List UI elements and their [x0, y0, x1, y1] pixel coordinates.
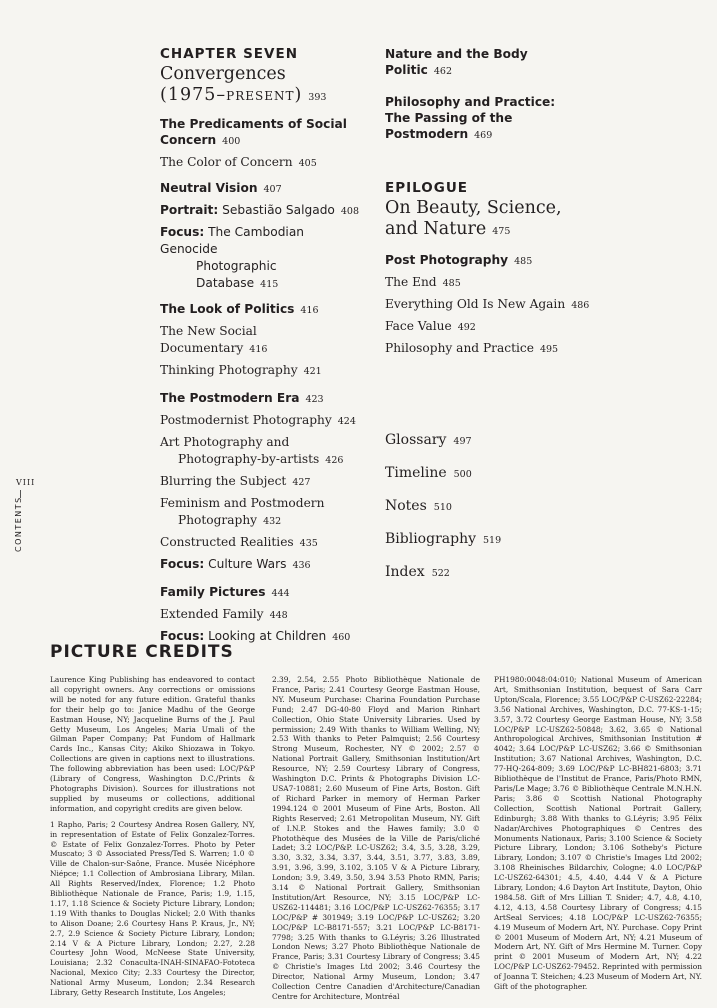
entry-page: 460 — [332, 632, 351, 643]
entry-title: Face Value — [385, 319, 452, 333]
entry-title: Sebastião Salgado — [222, 203, 335, 217]
chapter-page: 393 — [308, 92, 327, 103]
entry-title: Constructed Realities — [160, 535, 294, 549]
entry-title: Feminism and Postmodern — [160, 496, 325, 510]
credits-column-3 — [494, 675, 702, 998]
entry-title-cont: Photography — [178, 513, 258, 527]
toc-entry-blurring-subject[interactable] — [160, 473, 360, 491]
toc-section-family-pictures[interactable] — [160, 584, 360, 602]
toc-back-bibliography[interactable] — [385, 531, 595, 549]
section-title: Nature and the Body Politic — [385, 47, 528, 77]
running-section-label: CONTENTS — [14, 496, 23, 552]
section-page: 444 — [271, 588, 290, 599]
entry-title: Thinking Photography — [160, 363, 298, 377]
section-page: 462 — [433, 66, 453, 77]
section-title: The Postmodern Era — [160, 391, 300, 405]
credits-column-1 — [50, 675, 255, 1004]
back-page: 519 — [483, 535, 502, 546]
toc-back-timeline[interactable] — [385, 465, 595, 483]
toc-entry-art-photography[interactable] — [160, 434, 360, 469]
back-page: 510 — [433, 502, 452, 513]
credits-list-part1: 1 Rapho, Paris; 2 Courtesy Andrea Rosen Gallery, NY, in representation of Estate of Felix Gonzalez-Torres. © Estate of Felix Gonzalez-Torres. Photo by Peter Muscato; 3 © Associated Press/Ted S. Warren; 1.0 © Ville de Chalon-sur-Saône, France. Musée Nicéphore Niépce; 1.1 Collection of Ambrosiana Library, Milan. All Rights Reserved/Index, Florence; 1.2 Photo Bibliothèque Nationale de France, Paris; 1.9, 1.15, 1.17, 1.18 Science & Society Picture Library, London; 1.19 With thanks to Douglas Nickel; 2.0 With thanks to Alison Doane; 2.6 Courtesy Hans P. Kraus, Jr., NY; 2.7, 2.9 Science & Society Picture Library, London; 2.14 V & A Picture Library, London; 2.27, 2.28 Courtesy John Wood, McNeese State University, Louisiana; 2.32 Conaculta-INAH-SINAFAO-Fototeca Nacional, Mexico City; 2.33 Courtesy the Director, National Army Museum, London; 2.34 Research Library, Getty Research Institute, Los Angeles; — [50, 819, 255, 998]
toc-entry-the-end[interactable] — [385, 274, 595, 292]
toc-entry-focus-cambodian[interactable] — [160, 224, 360, 293]
credits-intro: Laurence King Publishing has endeavored to contact all copyright owners. Any corrections or omissions will be noted for any future edition. Grateful thanks for their help go to: Janice Madhu of the George Eastman House, NY; Jacqueline Burns of the J. Paul Getty Museum, Los Angeles; Maria Umali of the Gilman Paper Company; Pat Fundom of Hallmark Cards Inc., Kansas City; Akiko Shiozawa in Tokyo. Collections are given in captions next to illustrations. The following abbreviation has been used: LOC/P&P (Library of Congress, Washington D.C./Prints & Photographs Division). Sources for illustrations not supplied by museums or collections, additional information, and copyright credits are given below. — [50, 675, 255, 813]
section-title: The Look of Politics — [160, 302, 295, 316]
entry-page: 448 — [269, 610, 288, 621]
credits-list-part3: PH1980:0048:04:010; National Museum of American Art, Smithsonian Institution, bequest of Sara Carr Upton/Scala, Florence; 3.55 LOC/P&P C-USZ62-22284; 3.56 National Archives, Washington, D.C. 77-KS-1-15; 3.57, 3.72 Courtesy George Eastman House, NY; 3.58 LOC/P&P LC-USZ62-50848; 3.62, 3.65 © National Anthropological Archives, Smithsonian Institution # 4042; 3.64 LOC/P&P LC-USZ62; 3.66 © Smithsonian Institution; 3.67 National Archives, Washington, D.C. 77-HQ-264-809; 3.69 LOC/P&P LC-BH821-6803; 3.71 Bibliothèque de l'Institut de France, Paris/Photo RMN, Paris/Le Mage; 3.76 © Bibliothèque Centrale M.N.H.N. Paris; 3.86 © Scottish National Photography Collection, Scottish National Portrait Gallery, Edinburgh; 3.88 With thanks to G.Léyris; 3.95 Félix Nadar/Archives Photographiques © Centres des Monuments Nationaux, Paris; 3.100 Science & Society Picture Library, London; 3.106 Sotheby's Picture Library, London; 3.107 © Christie's Images Ltd 2002; 3.108 Rheinisches Bildarchiv, Cologne; 4.0 LOC/P&P LC-USZ62-64301; 4.5, 4.40, 4.44 V & A Picture Library, London; 4.6 Dayton Art Institute, Dayton, Ohio 1984.58. Gift of Mrs Lillian T. Snider; 4.7, 4.8, 4.10, 4.12, 4.13, 4.58 Courtesy Library of Congress; 4.15 ArtSeal Services; 4.18 LOC/P&P LC-USZ62-76355; 4.19 Museum of Modern Art, NY. Purchase. Copy Print © 2001 Museum of Modern Art, NY; 4.21 Museum of Modern Art, NY. Gift of Mrs Hermine M. Turner. Copy print © 2001 Museum of Modern Art, NY; 4.22 LOC/P&P LC-USZ62-79452. Reprinted with permission of Joanna T. Steichen; 4.23 Museum of Modern Art, NY. Gift of the photographer. — [494, 675, 702, 992]
entry-page: 486 — [571, 300, 590, 311]
toc-entry-everything-old[interactable] — [385, 296, 595, 314]
toc-entry-extended-family[interactable] — [160, 606, 360, 624]
toc-section-post-photography[interactable] — [385, 252, 595, 270]
section-title: Philosophy and Practice: — [385, 95, 556, 109]
chapter-title[interactable] — [160, 64, 360, 108]
toc-entry-constructed-realities[interactable] — [160, 534, 360, 552]
entry-label: Focus: — [160, 629, 205, 643]
toc-section-philosophy-practice[interactable] — [385, 94, 595, 144]
back-title: Timeline — [385, 465, 447, 481]
entry-page: 432 — [263, 516, 282, 527]
back-page: 500 — [453, 469, 472, 480]
credits-column-2 — [272, 675, 480, 1008]
back-title: Bibliography — [385, 531, 476, 547]
epilogue-page: 475 — [492, 226, 511, 237]
toc-entry-focus-culture-wars[interactable] — [160, 556, 360, 574]
toc-section-neutral-vision[interactable] — [160, 180, 360, 198]
entry-page: 415 — [260, 279, 279, 290]
entry-title: The Cambodian Genocide — [160, 225, 305, 256]
back-title: Index — [385, 564, 425, 580]
toc-entry-new-social-documentary[interactable] — [160, 323, 360, 358]
section-title: Neutral Vision — [160, 181, 258, 195]
entry-title: Looking at Children — [208, 629, 327, 643]
section-page: 416 — [300, 305, 319, 316]
section-page: 485 — [514, 256, 533, 267]
section-page: 423 — [305, 394, 324, 405]
epilogue-title-line2: and Nature — [385, 219, 487, 239]
entry-page: 495 — [539, 344, 559, 355]
page-number: VIII — [16, 478, 36, 487]
back-title: Glossary — [385, 432, 447, 448]
entry-title: Extended Family — [160, 607, 264, 621]
toc-back-glossary[interactable] — [385, 432, 595, 450]
chapter-label: CHAPTER SEVEN — [160, 46, 298, 62]
section-page: 400 — [222, 136, 241, 147]
entry-page: 485 — [442, 278, 461, 289]
section-title: The Predicaments of Social — [160, 117, 347, 131]
entry-title: Art Photography and — [160, 435, 290, 449]
toc-entry-feminism[interactable] — [160, 495, 360, 530]
entry-page: 492 — [457, 322, 476, 333]
entry-title: Everything Old Is New Again — [385, 297, 566, 311]
epilogue-title[interactable] — [385, 198, 595, 242]
entry-page: 408 — [340, 206, 360, 217]
toc-section-nature-body-politic[interactable] — [385, 46, 595, 80]
entry-title: Blurring the Subject — [160, 474, 287, 488]
toc-back-index[interactable] — [385, 564, 595, 582]
toc-column-left — [160, 46, 360, 646]
credits-list-part2: 2.39, 2.54, 2.55 Photo Bibliothèque Nationale de France, Paris; 2.41 Courtesy George Eastman House, NY. Museum Purchase: Charina Foundation Purchase Fund; 2.47 DG-40-80 Floyd and Marion Rinhart Collection, Ohio State University Libraries. Used by permission; 2.49 With thanks to William Welling, NY; 2.53 With thanks to Peter Palmquist; 2.56 Courtesy Strong Museum, Rochester, NY © 2002; 2.57 © National Portrait Gallery, Smithsonian Institution/Art Resource, NY; 2.59 Courtesy Library of Congress, Washington D.C. Prints & Photographs Division LC-USA7-10881; 2.60 Museum of Fine Arts, Boston. Gift of Richard Parker in memory of Herman Parker 1994.124 © 2001 Museum of Fine Arts, Boston. All Rights Reserved; 2.61 Metropolitan Museum, NY. Gift of I.N.P. Stokes and the Hawes family; 3.0 © Photothèque des Musées de la Ville de Paris/cliché Ladet; 3.2 LOC/P&P. LC-USZ62; 3.4, 3.5, 3.28, 3.29, 3.30, 3.32, 3.34, 3.37, 3.44, 3.51, 3.77, 3.83, 3.89, 3.91, 3.96, 3.99, 3.102, 3.105 V & A Picture Library, London; 3.9, 3.49, 3.50, 3.94 3.53 Photo RMN, Paris; 3.14 © National Portrait Gallery, Smithsonian Institution/Art Resource, NY; 3.15 LOC/P&P LC-USZ62-114481; 3.16 LOC/P&P LC-USZ62-76355; 3.17 LOC/P&P # 301949; 3.19 LOC/P&P LC-USZ62; 3.20 LOC/P&P LC-B8171-557; 3.21 LOC/P&P LC-B8171-7798; 3.25 With thanks to G.Léyris; 3.26 Illustrated London News; 3.27 Photo Bibliothèque Nationale de France, Paris; 3.31 Courtesy Library of Congress; 3.45 © Christie's Images Ltd 2002; 3.46 Courtesy the Director, National Army Museum, London; 3.47 Collection Centre Canadien d'Architecture/Canadian Centre for Architecture, Montréal — [272, 675, 480, 1001]
entry-label: Focus: — [160, 225, 205, 239]
toc-entry-color-of-concern[interactable] — [160, 154, 360, 172]
entry-title-cont: Photography-by-artists — [178, 452, 320, 466]
entry-page: 421 — [303, 366, 322, 377]
entry-page: 416 — [249, 344, 268, 355]
entry-title: The Color of Concern — [160, 155, 293, 169]
entry-title: The New Social Documentary — [160, 324, 257, 355]
entry-label: Focus: — [160, 557, 205, 571]
entry-page: 436 — [292, 560, 311, 571]
entry-page: 424 — [337, 416, 356, 427]
entry-page: 427 — [292, 477, 311, 488]
entry-title: The End — [385, 275, 437, 289]
picture-credits-heading: PICTURE CREDITS — [50, 642, 234, 662]
toc-section-postmodern-era[interactable] — [160, 390, 360, 408]
toc-section-predicaments[interactable] — [160, 116, 360, 150]
chapter-title-line1: Convergences — [160, 64, 286, 84]
back-page: 497 — [453, 436, 472, 447]
section-page: 407 — [263, 184, 282, 195]
back-page: 522 — [431, 568, 450, 579]
toc-entry-portrait-salgado[interactable] — [160, 202, 360, 220]
section-title-cont: Concern — [160, 133, 217, 147]
section-title: Post Photography — [385, 253, 509, 267]
toc-entry-postmodernist-photography[interactable] — [160, 412, 360, 430]
section-page: 469 — [474, 130, 493, 141]
entry-page: 435 — [299, 538, 318, 549]
section-title-cont: The Passing of the — [385, 111, 513, 125]
epilogue-title-line1: On Beauty, Science, — [385, 198, 562, 218]
entry-page: 426 — [325, 455, 344, 466]
entry-title: Culture Wars — [208, 557, 287, 571]
entry-label: Portrait: — [160, 203, 219, 217]
entry-title-cont: Photographic Database — [196, 259, 277, 290]
toc-back-notes[interactable] — [385, 498, 595, 516]
toc-section-look-of-politics[interactable] — [160, 301, 360, 319]
epilogue-label: EPILOGUE — [385, 180, 469, 196]
entry-title: Philosophy and Practice — [385, 341, 534, 355]
toc-column-right — [385, 46, 595, 582]
section-title: Family Pictures — [160, 585, 266, 599]
toc-entry-thinking-photography[interactable] — [160, 362, 360, 380]
section-title-cont: Postmodern — [385, 127, 469, 141]
entry-title: Postmodernist Photography — [160, 413, 332, 427]
entry-page: 405 — [298, 158, 317, 169]
toc-entry-philosophy-and-practice[interactable] — [385, 340, 595, 358]
toc-entry-face-value[interactable] — [385, 318, 595, 336]
chapter-title-line2: (1975–present) — [160, 85, 303, 105]
back-title: Notes — [385, 498, 427, 514]
